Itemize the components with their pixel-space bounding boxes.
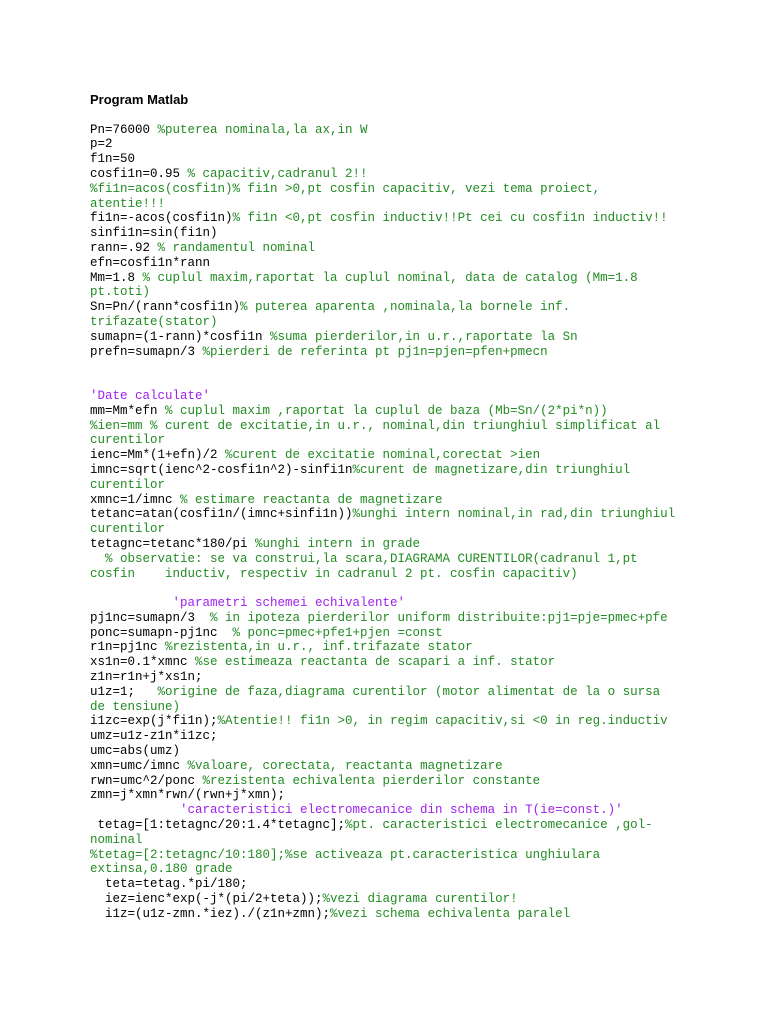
- code-comment: %puterea nominala,la ax,in W: [157, 122, 368, 137]
- code-statement: i1zc=exp(j*fi1n);: [90, 714, 218, 729]
- code-statement: p=2: [90, 137, 113, 152]
- code-line: [90, 404, 750, 419]
- code-comment: % puterea aparenta ,nominala,la bornele inf.: [240, 300, 571, 315]
- code-statement: f1n=50: [90, 152, 136, 167]
- code-line: [90, 596, 750, 611]
- code-comment: % fi1n <0,pt cosfin inductiv!!Pt cei cu cosfi1n inductiv!!: [232, 211, 668, 226]
- code-comment: %se estimeaza reactanta de scapari a inf. stator: [195, 655, 556, 670]
- code-comment: % ponc=pmec+pfe1+pjen =const: [232, 625, 443, 640]
- code-line: [90, 226, 750, 241]
- code-statement: r1n=pj1nc: [90, 640, 166, 655]
- code-comment: curentilor: [90, 477, 166, 492]
- code-line: [90, 892, 750, 907]
- code-line: [90, 744, 750, 759]
- code-line: [90, 330, 750, 345]
- code-comment: pt.toti): [90, 285, 151, 300]
- code-comment: %pt. caracteristici electromecanice ,gol-: [345, 818, 653, 833]
- code-statement: ienc=Mm*(1+efn)/2: [90, 448, 226, 463]
- code-comment: %vezi diagrama curentilor!: [322, 892, 518, 907]
- code-line: [90, 700, 750, 715]
- code-comment: % cuplul maxim ,raportat la cuplul de baza (Mb=Sn/(2*pi*n)): [165, 403, 608, 418]
- code-statement: umz=u1z-z1n*i1zc;: [90, 729, 218, 744]
- code-comment: % cuplul maxim,raportat la cuplul nominal, data de catalog (Mm=1.8: [142, 270, 638, 285]
- code-statement: rwn=umc^2/ponc: [90, 773, 203, 788]
- blank-line: [90, 359, 750, 374]
- code-statement: sinfi1n=sin(fi1n): [90, 226, 218, 241]
- code-line: [90, 345, 750, 360]
- code-line: [90, 877, 750, 892]
- code-comment: %valoare, corectata, reactanta magnetizare: [187, 758, 503, 773]
- code-comment: curentilor: [90, 522, 166, 537]
- code-statement: cosfi1n=0.95: [90, 166, 188, 181]
- code-line: [90, 907, 750, 922]
- code-statement: tetag=[1:tetagnc/20:1.4*tetagnc];: [90, 818, 346, 833]
- code-line: [90, 655, 750, 670]
- string-literal: 'caracteristici electromecanice din schema in T(ie=const.)': [90, 803, 623, 818]
- code-comment: % estimare reactanta de magnetizare: [180, 492, 443, 507]
- code-comment: %pierderi de referinta pt pj1n=pjen=pfen+pmecn: [202, 344, 548, 359]
- code-line: [90, 182, 750, 197]
- string-literal: 'Date calculate': [90, 388, 211, 403]
- code-line: [90, 507, 750, 522]
- code-statement: pj1nc=sumapn/3: [90, 610, 211, 625]
- code-comment: %suma pierderilor,in u.r.,raportate la Sn: [270, 329, 578, 344]
- code-statement: mm=Mm*efn: [90, 403, 166, 418]
- code-line: [90, 315, 750, 330]
- code-line: [90, 640, 750, 655]
- code-line: [90, 137, 750, 152]
- code-comment: extinsa,0.180 grade: [90, 862, 233, 877]
- code-comment: % randamentul nominal: [157, 240, 316, 255]
- code-statement: tetanc=atan(cosfi1n/(imnc+sinfi1n)): [90, 507, 353, 522]
- code-comment: %Atentie!! fi1n >0, in regim capacitiv,si <0 in reg.inductiv: [217, 714, 668, 729]
- code-comment: %unghi intern in grade: [255, 536, 421, 551]
- code-line: [90, 567, 750, 582]
- code-line: [90, 389, 750, 404]
- blank-line: [90, 581, 750, 596]
- code-line: [90, 448, 750, 463]
- code-comment: % capacitiv,cadranul 2!!: [187, 166, 368, 181]
- code-line: [90, 611, 750, 626]
- code-line: [90, 197, 750, 212]
- code-line: [90, 803, 750, 818]
- code-line: [90, 300, 750, 315]
- code-line: [90, 729, 750, 744]
- code-line: [90, 714, 750, 729]
- code-statement: efn=cosfi1n*rann: [90, 255, 211, 270]
- code-comment: %tetag=[2:tetagnc/10:180];%se activeaza pt.caracteristica unghiulara: [90, 847, 601, 862]
- code-line: [90, 256, 750, 271]
- code-statement: Sn=Pn/(rann*cosfi1n): [90, 300, 241, 315]
- code-comment: cosfin inductiv, respectiv in cadranul 2 pt. cosfin capacitiv): [90, 566, 578, 581]
- code-comment: %fi1n=acos(cosfi1n)% fi1n >0,pt cosfin capacitiv, vezi tema proiect,: [90, 181, 601, 196]
- code-statement: ponc=sumapn-pj1nc: [90, 625, 233, 640]
- code-comment: % observatie: se va construi,la scara,DIAGRAMA CURENTILOR(cadranul 1,pt: [90, 551, 638, 566]
- code-line: [90, 152, 750, 167]
- code-line: [90, 552, 750, 567]
- matlab-code-listing: [90, 123, 750, 922]
- code-line: [90, 833, 750, 848]
- page-title: Program Matlab: [90, 92, 189, 107]
- code-line: [90, 818, 750, 833]
- code-line: [90, 848, 750, 863]
- code-comment: %origine de faza,diagrama curentilor (motor alimentat de la o sursa: [157, 684, 661, 699]
- code-line: [90, 271, 750, 286]
- code-comment: %rezistenta,in u.r., inf.trifazate stator: [165, 640, 473, 655]
- code-statement: tetagnc=tetanc*180/pi: [90, 536, 256, 551]
- code-line: [90, 167, 750, 182]
- code-line: [90, 493, 750, 508]
- code-statement: Mm=1.8: [90, 270, 143, 285]
- code-line: [90, 759, 750, 774]
- code-statement: u1z=1;: [90, 684, 158, 699]
- code-line: [90, 862, 750, 877]
- code-statement: teta=tetag.*pi/180;: [90, 877, 248, 892]
- code-statement: iez=ienc*exp(-j*(pi/2+teta));: [90, 892, 323, 907]
- string-literal: 'parametri schemei echivalente': [90, 596, 406, 611]
- code-line: [90, 285, 750, 300]
- code-comment: nominal: [90, 832, 143, 847]
- code-comment: %curent de excitatie nominal,corectat >ien: [225, 448, 541, 463]
- code-statement: xmn=umc/imnc: [90, 758, 188, 773]
- code-statement: umc=abs(umz): [90, 744, 181, 759]
- code-comment: %vezi schema echivalenta paralel: [330, 906, 571, 921]
- code-line: [90, 626, 750, 641]
- code-line: [90, 670, 750, 685]
- code-line: [90, 463, 750, 478]
- code-comment: trifazate(stator): [90, 314, 218, 329]
- code-comment: curentilor: [90, 433, 166, 448]
- code-line: [90, 478, 750, 493]
- code-line: [90, 788, 750, 803]
- code-comment: de tensiune): [90, 699, 181, 714]
- code-comment: %rezistenta echivalenta pierderilor constante: [202, 773, 541, 788]
- code-statement: prefn=sumapn/3: [90, 344, 203, 359]
- code-comment: atentie!!!: [90, 196, 166, 211]
- code-statement: fi1n=-acos(cosfi1n): [90, 211, 233, 226]
- code-line: [90, 522, 750, 537]
- blank-line: [90, 374, 750, 389]
- code-statement: xs1n=0.1*xmnc: [90, 655, 196, 670]
- code-comment: %curent de magnetizare,din triunghiul: [352, 462, 631, 477]
- code-statement: sumapn=(1-rann)*cosfi1n: [90, 329, 271, 344]
- code-line: [90, 419, 750, 434]
- code-comment: %unghi intern nominal,in rad,din triunghiul: [352, 507, 676, 522]
- code-line: [90, 433, 750, 448]
- code-line: [90, 685, 750, 700]
- code-statement: imnc=sqrt(ienc^2-cosfi1n^2)-sinfi1n: [90, 462, 353, 477]
- code-line: [90, 211, 750, 226]
- code-line: [90, 241, 750, 256]
- code-statement: i1z=(u1z-zmn.*iez)./(z1n+zmn);: [90, 906, 331, 921]
- code-statement: xmnc=1/imnc: [90, 492, 181, 507]
- code-statement: Pn=76000: [90, 122, 158, 137]
- code-statement: zmn=j*xmn*rwn/(rwn+j*xmn);: [90, 788, 286, 803]
- code-comment: % in ipoteza pierderilor uniform distribuite:pj1=pje=pmec+pfe: [210, 610, 668, 625]
- code-line: [90, 123, 750, 138]
- code-line: [90, 774, 750, 789]
- code-statement: z1n=r1n+j*xs1n;: [90, 670, 203, 685]
- code-comment: %ien=mm % curent de excitatie,in u.r., nominal,din triunghiul simplificat al: [90, 418, 661, 433]
- code-statement: rann=.92: [90, 240, 158, 255]
- code-line: [90, 537, 750, 552]
